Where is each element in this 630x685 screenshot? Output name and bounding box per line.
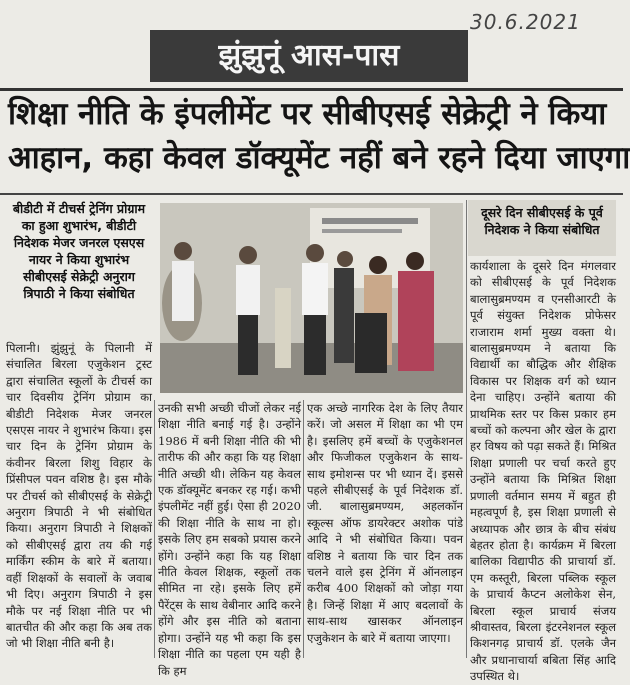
- headline: [8, 92, 630, 180]
- column-divider: [154, 400, 155, 658]
- subheadline: बीडीटी में टीचर्स ट्रेनिंग प्रोग्राम का हुआ शुभारंभ, बीडीटी निदेशक मेजर जनरल एसएस नायर ने किया शुभारंभ सीबीएसई सेक्रेट्री अनुराग त्रिपाठी ने किया संबोधित: [12, 201, 146, 301]
- publication-date: 30.6.2021: [470, 10, 581, 34]
- section-masthead: झुंझुनूं आस-पास: [150, 30, 468, 82]
- headline-line-1: शिक्षा नीति के इंपलीमेंट पर सीबीएसई सेक्रेट्री ने किया: [8, 96, 607, 132]
- top-rule: [0, 88, 623, 91]
- article-column-4: कार्यशाला के दूसरे दिन मंगलवार को सीबीएसई के पूर्व निदेशक बालासुब्रमण्यम व एनसीआरटी के पूर्व संयुक्त निदेशक प्रोफेसर राजाराम शर्मा मुख्य वक्ता थे। बालासुब्रमण्यम ने बताया कि विद्यार्थी का बौद्धिक और शैक्षिक विकास पर शिक्षक वर्ग को ध्यान देना चाहिए। उन्होंने बताया की प्राथमिक स्तर पर किस प्रकार हम बच्चों को कल्पना और खेल के द्वारा हर विषय को पढ़ा सकते हैं। मिश्रित शिक्षा प्रणाली पर चर्चा करते हुए उन्होंने बताया कि मिश्रित शिक्षा प्रणाली वर्तमान समय में बहुत ही महत्वपूर्ण है, इस शिक्षा प्रणाली से अध्यापक और छात्र के बीच संबंध बेहतर होता है। कार्यक्रम में बिरला बालिका विद्यापीठ की प्राचार्या डॉ. एम कस्तूरी, बिरला पब्लिक स्कूल के प्राचार्य कैप्टन अलोकेश सेन, बिरला स्कूल प्राचार्य संजय श्रीवास्तव, बिरला इंटरनेशनल स्कूल किशनगढ़ प्राचार्य डॉ. एलके जैन और प्रधानाचार्या बबिता सिंह आदि उपस्थित थे।: [470, 259, 616, 684]
- column-divider: [303, 400, 304, 658]
- sidebar-headline: दूसरे दिन सीबीएसई के पूर्व निदेशक ने किया संबोधित: [468, 200, 616, 256]
- headline-rule: [0, 193, 623, 195]
- article-column-3: एक अच्छे नागरिक देश के लिए तैयार करें। जो असल में शिक्षा का भी एम है। इसलिए हमें बच्चों के एजुकेशनल और फिजीकल एजुकेशन के साथ-साथ इमोशन्स पर भी ध्यान दें। इससे पहले सीबीएसई के पूर्व निदेशक डॉ. जी. बालासुब्रमण्यम, अहलकॉन स्कूल्स ऑफ डायरेक्टर अशोक पांडे आदि ने भी संबोधित किया। पवन वशिष्ठ ने बताया कि चार दिन तक चलने वाले इस ट्रेनिंग में ऑनलाइन करीब 400 शिक्षकों को जोड़ा गया है। जिन्हें शिक्षा में आए बदलावों के साथ-साथ खासकर ऑनलाइन एजुकेशन के बारे में बताया जाएगा।: [307, 401, 463, 645]
- article-column-2: उनकी सभी अच्छी चीजों लेकर नई शिक्षा नीति बनाई गई है। उन्होंने 1986 में बनी शिक्षा नीति की भी तारीफ की और कहा कि यह शिक्षा नीति अच्छी थी। लेकिन यह केवल एक डॉक्यूमेंट बनकर रह गई। कभी इंपलीमेंट नहीं हुई। ऐसा ही 2020 की शिक्षा नीति के साथ ना हो। इसके लिए हम सबको प्रयास करने होंगे। उन्होंने कहा कि यह शिक्षा नीति केवल शिक्षक, स्कूलों तक सीमित ना रहे। इसके लिए हमें पैरेंट्स के साथ वेबीनार आदि करने होंगे और इस नीति को बताना होगा। उन्होंने यह भी कहा कि इस शिक्षा नीति का पहला एम यही है कि हम: [158, 401, 301, 678]
- column-divider: [466, 200, 467, 658]
- headline-line-2: आहान, कहा केवल डॉक्यूमेंट नहीं बने रहने दिया जाएगा: [8, 140, 630, 176]
- article-column-1: पिलानी। झुंझुनूं के पिलानी में संचालित बिरला एजुकेशन ट्रस्ट द्वारा संचालित स्कूलों के टीचर्स का चार दिवसीय ट्रेनिंग प्रोग्राम का बीडीटी निदेशक मेजर जनरल एसएस नायर ने शुभारंभ किया। इस चार दिन के ट्रेनिंग प्रोग्राम के कंवीनर बिरला शिशु विहार के प्रिंसीपल पवन वशिष्ठ है। इस मौके पर टीचर्स को सीबीएसई के सेक्रेट्री अनुराग त्रिपाठी ने भी संबोधित किया। अनुराग त्रिपाठी ने शिक्षकों को सीबीएसई द्वारा तय की गई मार्किंग स्कीम के बारे में बताया। वहीं शिक्षकों के सवालों के जवाब भी दिए। अनुराग त्रिपाठी ने इस मौके पर नई शिक्षा नीति पर भी बातचीत की और कहा कि अब तक जो भी शिक्षा नीति बनी है।: [6, 341, 152, 651]
- event-photo: [160, 203, 463, 393]
